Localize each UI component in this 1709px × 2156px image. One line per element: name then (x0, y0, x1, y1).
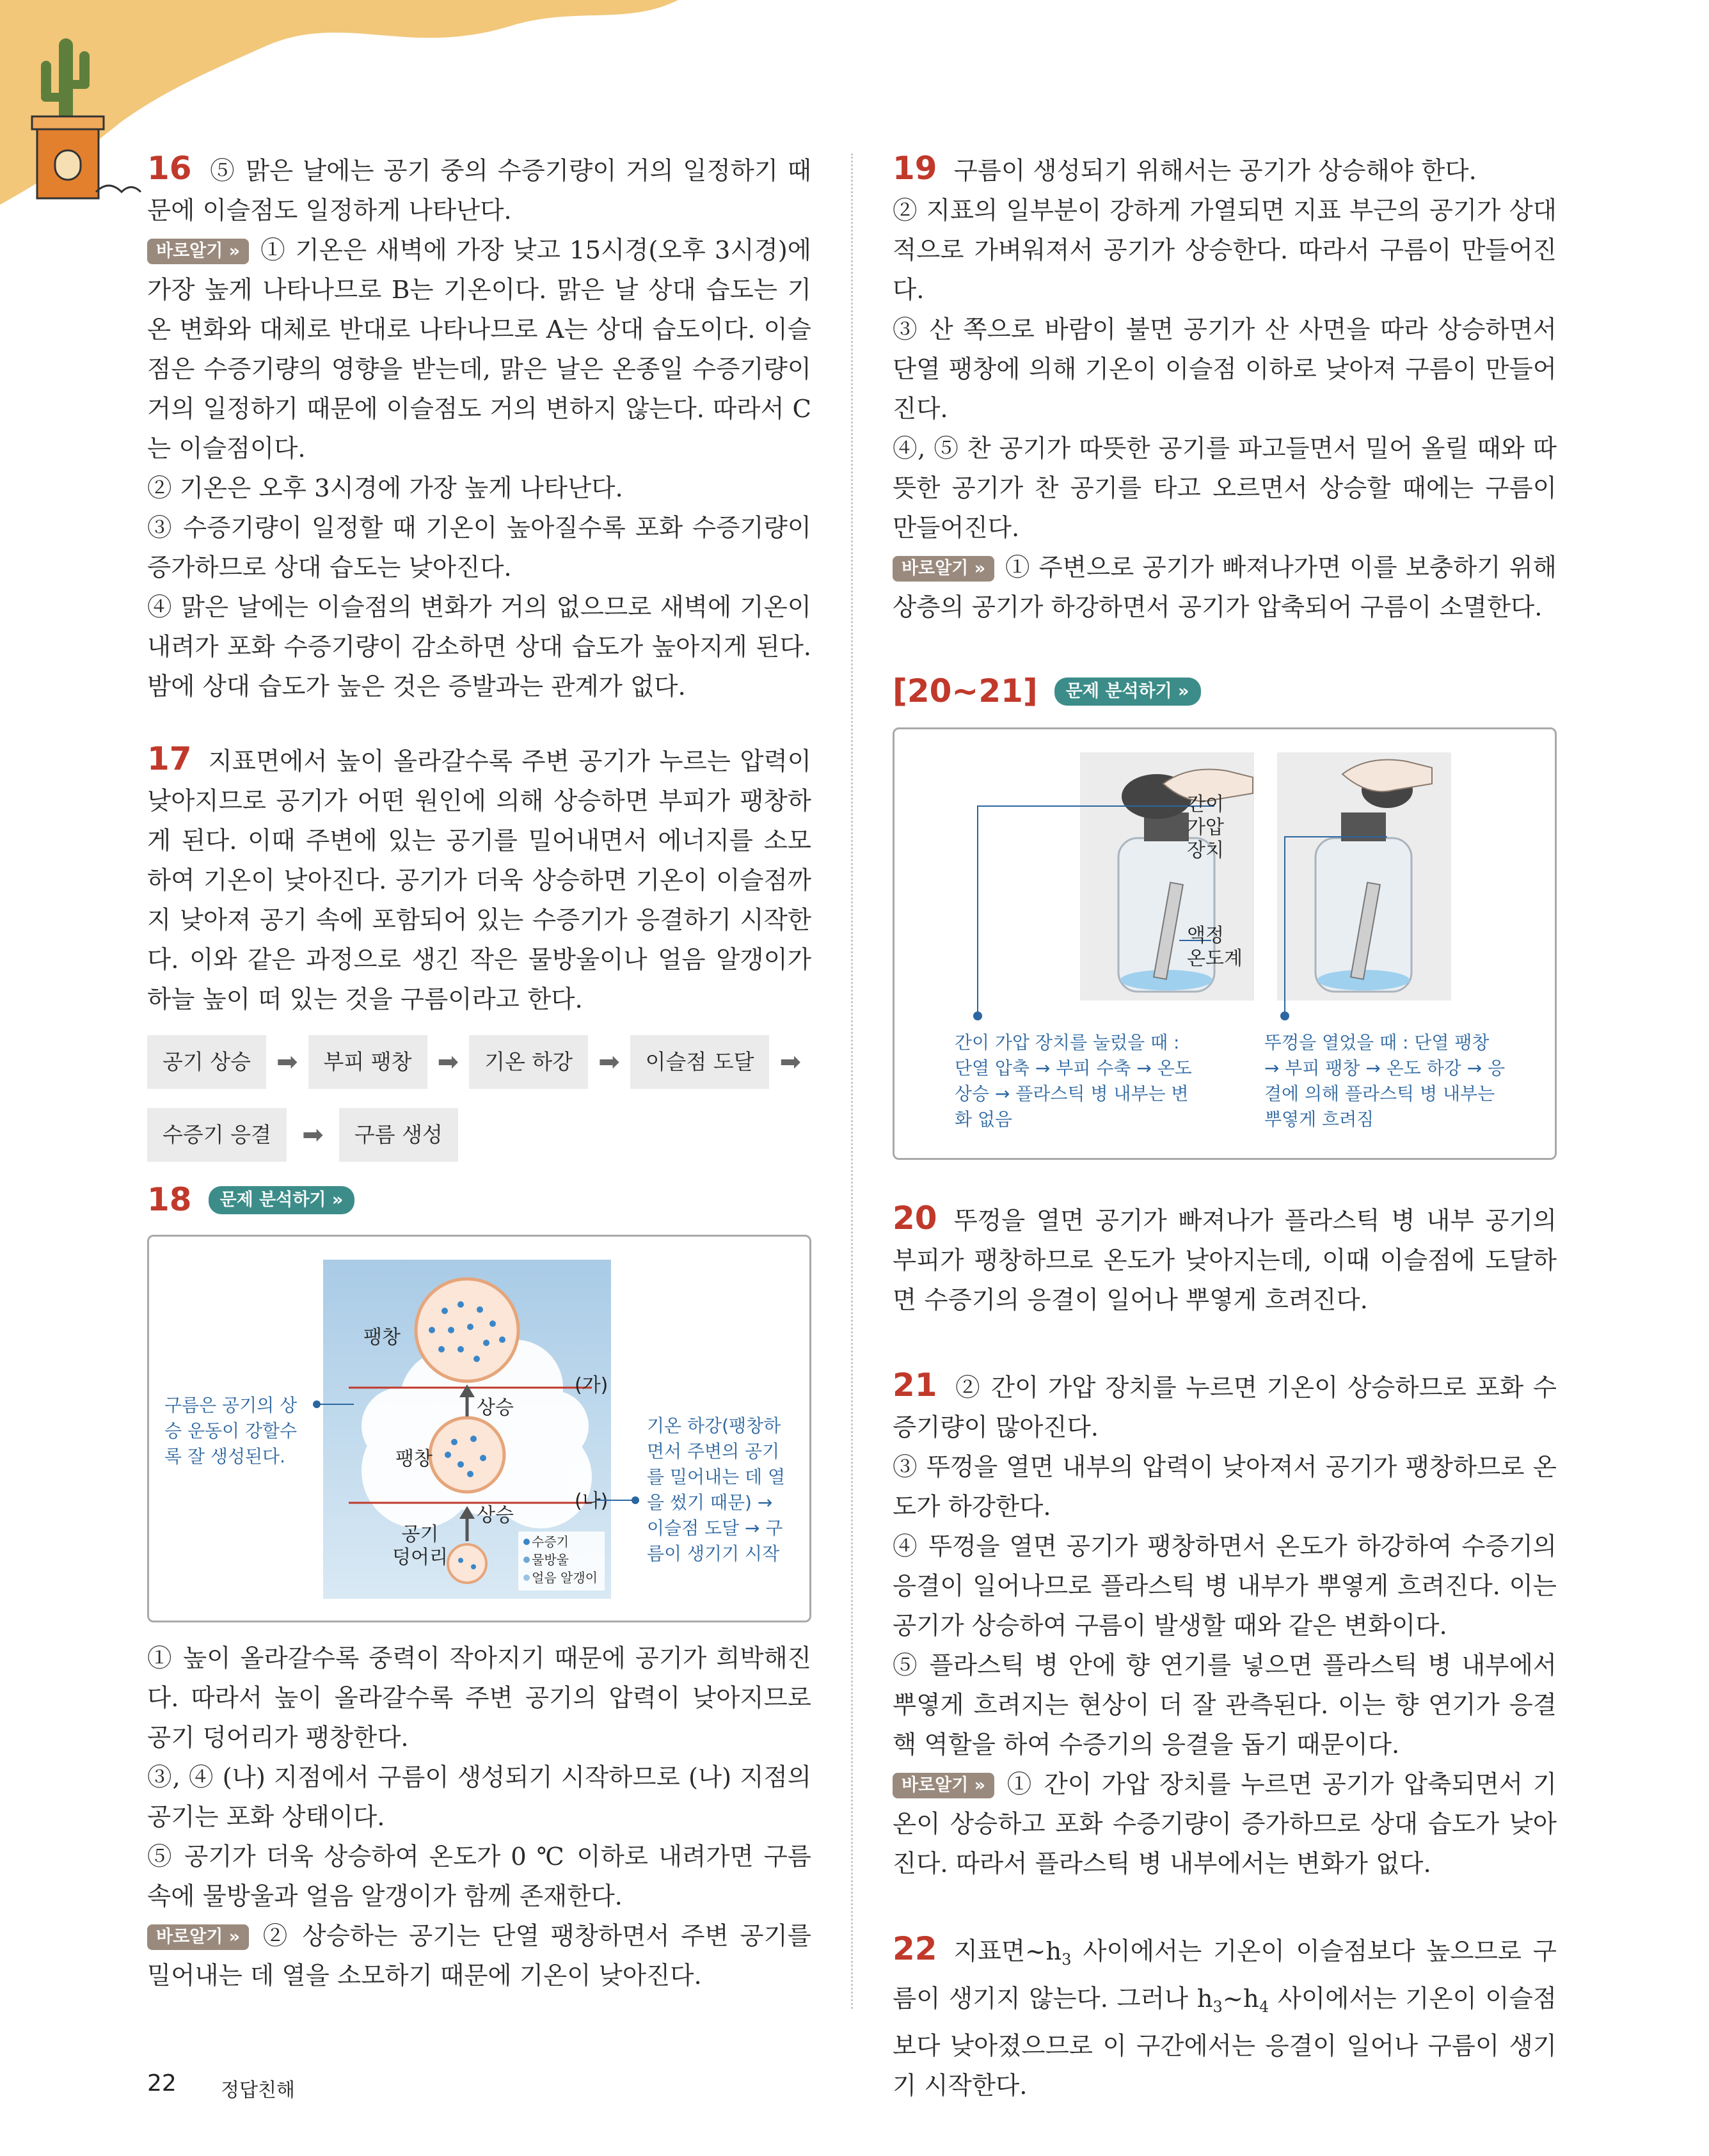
process-flow (147, 1035, 811, 1162)
correction-tag: 바로알기 » (893, 556, 994, 582)
answer-18 (147, 1181, 811, 1996)
bottle-experiment-figure (893, 727, 1557, 1160)
explanation-line: ① 간이 가압 장치를 누르면 공기가 압축되면서 기온이 상승하고 포화 수증기량이 증가하므로 상대 습도가 낮아진다. 따라서 플라스틱 병 내부에서는 변화가 없다. (893, 1770, 1557, 1878)
explanation-line: ③ 산 쪽으로 바람이 불면 공기가 산 사면을 따라 상승하면서 단열 팽창에 의해 기온이 이슬점 이하로 낮아져 구름이 만들어진다. (893, 315, 1557, 424)
answer-text: 지표면에서 높이 올라갈수록 주변 공기가 누르는 압력이 낮아지므로 공기가 어떤 원인에 의해 상승하면 부피가 팽창하게 된다. 이때 주변에 있는 공기를 밀어내면서 에너지를 소모하여 기온이 낮아진다. 공기가 더욱 상승하면 기온이 이슬점까지 낮아져 공기 속에 포함되어 있는 수증기가 응결하기 시작한다. 이와 같은 과정으로 생긴 작은 물방울이나 얼음 알갱이가 하늘 높이 떠 있는 것을 구름이라고 한다. (147, 747, 811, 1014)
explanation-line: ④, ⑤ 찬 공기가 따뜻한 공기를 파고들면서 밀어 올릴 때와 따뜻한 공기가 찬 공기를 타고 오르면서 상승할 때에는 구름이 만들어진다. (893, 434, 1557, 543)
analysis-tag: 문제 분석하기 » (209, 1186, 355, 1214)
label-expand: 팽창 (363, 1326, 401, 1349)
mark-ga: (가) (575, 1374, 608, 1397)
correction-tag: 바로알기 » (147, 1924, 249, 1950)
arrow-right-icon: ➡ (276, 1047, 298, 1077)
correction-tag: 바로알기 » (893, 1773, 994, 1798)
cloud-formation-figure (147, 1235, 811, 1622)
answer-text: 뚜껑을 열면 공기가 빠져나가 플라스틱 병 내부 공기의 부피가 팽창하므로 온도가 낮아지는데, 이때 이슬점에 도달하면 수증기의 응결이 일어나 뿌옇게 흐려진다. (893, 1207, 1557, 1315)
answer-text: 구름이 생성되기 위해서는 공기가 상승해야 한다. (953, 157, 1477, 186)
label-expand: 팽창 (395, 1448, 433, 1470)
legend-item: 수증기 (532, 1534, 569, 1550)
answer-text: ⑤ 맑은 날에는 공기 중의 수증기량이 거의 일정하기 때문에 이슬점도 일정하게 나타난다. (147, 157, 811, 225)
figure-leader-lines (149, 1237, 809, 1621)
right-column (893, 148, 1557, 2106)
answer-text: 사이에서는 기온이 이슬점보다 높으므로 구름이 생기지 않는다. 그러나 h (893, 1937, 1557, 2013)
flow-step: 기온 하강 (469, 1035, 588, 1089)
answer-text: ② 간이 가압 장치를 누르면 기온이 상승하므로 포화 수증기량이 많아진다. (893, 1374, 1557, 1442)
explanation-line: ③ 수증기량이 일정할 때 기온이 높아질수록 포화 수증기량이 증가하므로 상대 습도는 낮아진다. (147, 514, 811, 582)
subscript: 4 (1259, 1998, 1269, 2016)
flow-step: 공기 상승 (147, 1035, 266, 1089)
subscript: 3 (1061, 1951, 1072, 1969)
explanation-line: ② 지표의 일부분이 강하게 가열되면 지표 부근의 공기가 상대적으로 가벼워져서 공기가 상승한다. 따라서 구름이 만들어진다. (893, 196, 1557, 305)
question-number: 22 (893, 1930, 937, 1967)
answer-22 (893, 1929, 1557, 2106)
section-header: [20~21] (893, 672, 1038, 709)
answer-20 (893, 1198, 1557, 1320)
question-number: 21 (893, 1367, 937, 1404)
page-number: 22 (147, 2070, 177, 2097)
label-rise: 상승 (477, 1397, 514, 1419)
legend-item: 얼음 알갱이 (532, 1570, 598, 1585)
section-20-21 (893, 672, 1557, 1160)
explanation-line: ③, ④ (나) 지점에서 구름이 생성되기 시작하므로 (나) 지점의 공기는 포화 상태이다. (147, 1763, 811, 1832)
arrow-right-icon: ➡ (779, 1047, 801, 1077)
label-pump: 간이 가압 장치 (1187, 793, 1224, 862)
explanation-line: ① 높이 올라갈수록 중력이 작아지기 때문에 공기가 희박해진다. 따라서 높이 올라갈수록 주변 공기의 압력이 낮아지므로 공기 덩어리가 팽창한다. (147, 1644, 811, 1752)
arrow-right-icon: ➡ (598, 1047, 620, 1077)
answer-19 (893, 148, 1557, 628)
page-footer-title: 정답친해 (221, 2079, 295, 2102)
answer-text: 사이에서는 기온이 이슬점보다 낮아졌으므로 이 구간에서는 응결이 일어나 구름이 생기기 시작한다. (893, 1985, 1557, 2100)
arrow-right-icon: ➡ (302, 1120, 324, 1150)
flow-step: 부피 팽창 (308, 1035, 427, 1089)
column-divider (851, 154, 853, 2009)
explanation-line: ② 기온은 오후 3시경에 가장 높게 나타난다. (147, 474, 623, 503)
flow-step: 수증기 응결 (147, 1108, 287, 1162)
explanation-line: ④ 뚜껑을 열면 공기가 팽창하면서 온도가 하강하여 수증기의 응결이 일어나므로 플라스틱 병 내부가 뿌옇게 흐려진다. 이는 공기가 상승하여 구름이 발생할 때와 같은 변화이다. (893, 1532, 1557, 1640)
left-column (147, 148, 811, 1996)
note-left: 구름은 공기의 상승 운동이 강할수록 잘 생성된다. (164, 1395, 298, 1467)
question-number: 17 (147, 740, 192, 777)
caption-right: 뚜껑을 열었을 때 : 단열 팽창 → 부피 팽창 → 온도 하강 → 응결에 의해 플라스틱 병 내부는 뿌옇게 흐려짐 (1264, 1032, 1506, 1130)
explanation-line: ⑤ 플라스틱 병 안에 향 연기를 넣으면 플라스틱 병 내부에서 뿌옇게 흐려지는 현상이 더 잘 관측된다. 이는 향 연기가 응결핵 역할을 하여 수증기의 응결을 돕기 때문이다. (893, 1651, 1557, 1759)
explanation-line: ④ 맑은 날에는 이슬점의 변화가 거의 없으므로 새벽에 기온이 내려가 포화 수증기량이 감소하면 상대 습도가 높아지게 된다. 밤에 상대 습도가 높은 것은 증발과는 관계가 없다. (147, 593, 811, 701)
legend-item: 물방울 (532, 1552, 569, 1567)
label-thermometer: 액정 온도계 (1187, 924, 1243, 970)
question-number: 16 (147, 150, 192, 187)
question-number: 19 (893, 150, 937, 187)
answer-17 (147, 739, 811, 1162)
answer-21 (893, 1365, 1557, 1884)
explanation-line: ① 주변으로 공기가 빠져나가면 이를 보충하기 위해 상층의 공기가 하강하면서 공기가 압축되어 구름이 소멸한다. (893, 553, 1557, 622)
explanation-line: ③ 뚜껑을 열면 내부의 압력이 낮아져서 공기가 팽창하므로 온도가 하강한다. (893, 1453, 1557, 1521)
subscript: 3 (1212, 1998, 1223, 2016)
correction-tag: 바로알기 » (147, 239, 249, 264)
analysis-tag: 문제 분석하기 » (1054, 678, 1201, 706)
caption-left: 간이 가압 장치를 눌렀을 때 : 단열 압축 → 부피 수축 → 온도 상승 → 플라스틱 병 내부는 변화 없음 (955, 1032, 1192, 1130)
explanation-line: ⑤ 공기가 더욱 상승하여 온도가 0 ℃ 이하로 내려가면 구름 속에 물방울과 얼음 알갱이가 함께 존재한다. (147, 1843, 811, 1911)
answer-16 (147, 148, 811, 707)
question-number: 20 (893, 1200, 937, 1237)
question-number: 18 (147, 1181, 192, 1218)
note-right: 기온 하강(팽창하면서 주변의 공기를 밀어내는 데 열을 썼기 때문) → 이슬점 도달 → 구름이 생기기 시작 (647, 1415, 786, 1564)
label-rise: 상승 (477, 1504, 514, 1526)
explanation-line: ① 기온은 새벽에 가장 낮고 15시경(오후 3시경)에 가장 높게 나타나므로 B는 기온이다. 맑은 날 상대 습도는 기온 변화와 대체로 반대로 나타나므로 A는 상대 습도이다. 이슬점은 수증기량의 영향을 받는데, 맑은 날은 온종일 수증기량이 거의 일정하기 때문에 이슬점도 거의 변하지 않는다. 따라서 C는 이슬점이다. (147, 236, 811, 463)
answer-text: 지표면~h (953, 1937, 1062, 1966)
answer-text: ~h (1222, 1985, 1259, 2013)
explanation-line: ② 상승하는 공기는 단열 팽창하면서 주변 공기를 밀어내는 데 열을 소모하기 때문에 기온이 낮아진다. (147, 1922, 811, 1990)
flow-step: 구름 생성 (339, 1108, 458, 1162)
label-air-parcel: 공기 덩어리 (392, 1523, 448, 1569)
arrow-right-icon: ➡ (437, 1047, 459, 1077)
flow-step: 이슬점 도달 (630, 1035, 770, 1089)
mark-na: (나) (575, 1490, 608, 1512)
